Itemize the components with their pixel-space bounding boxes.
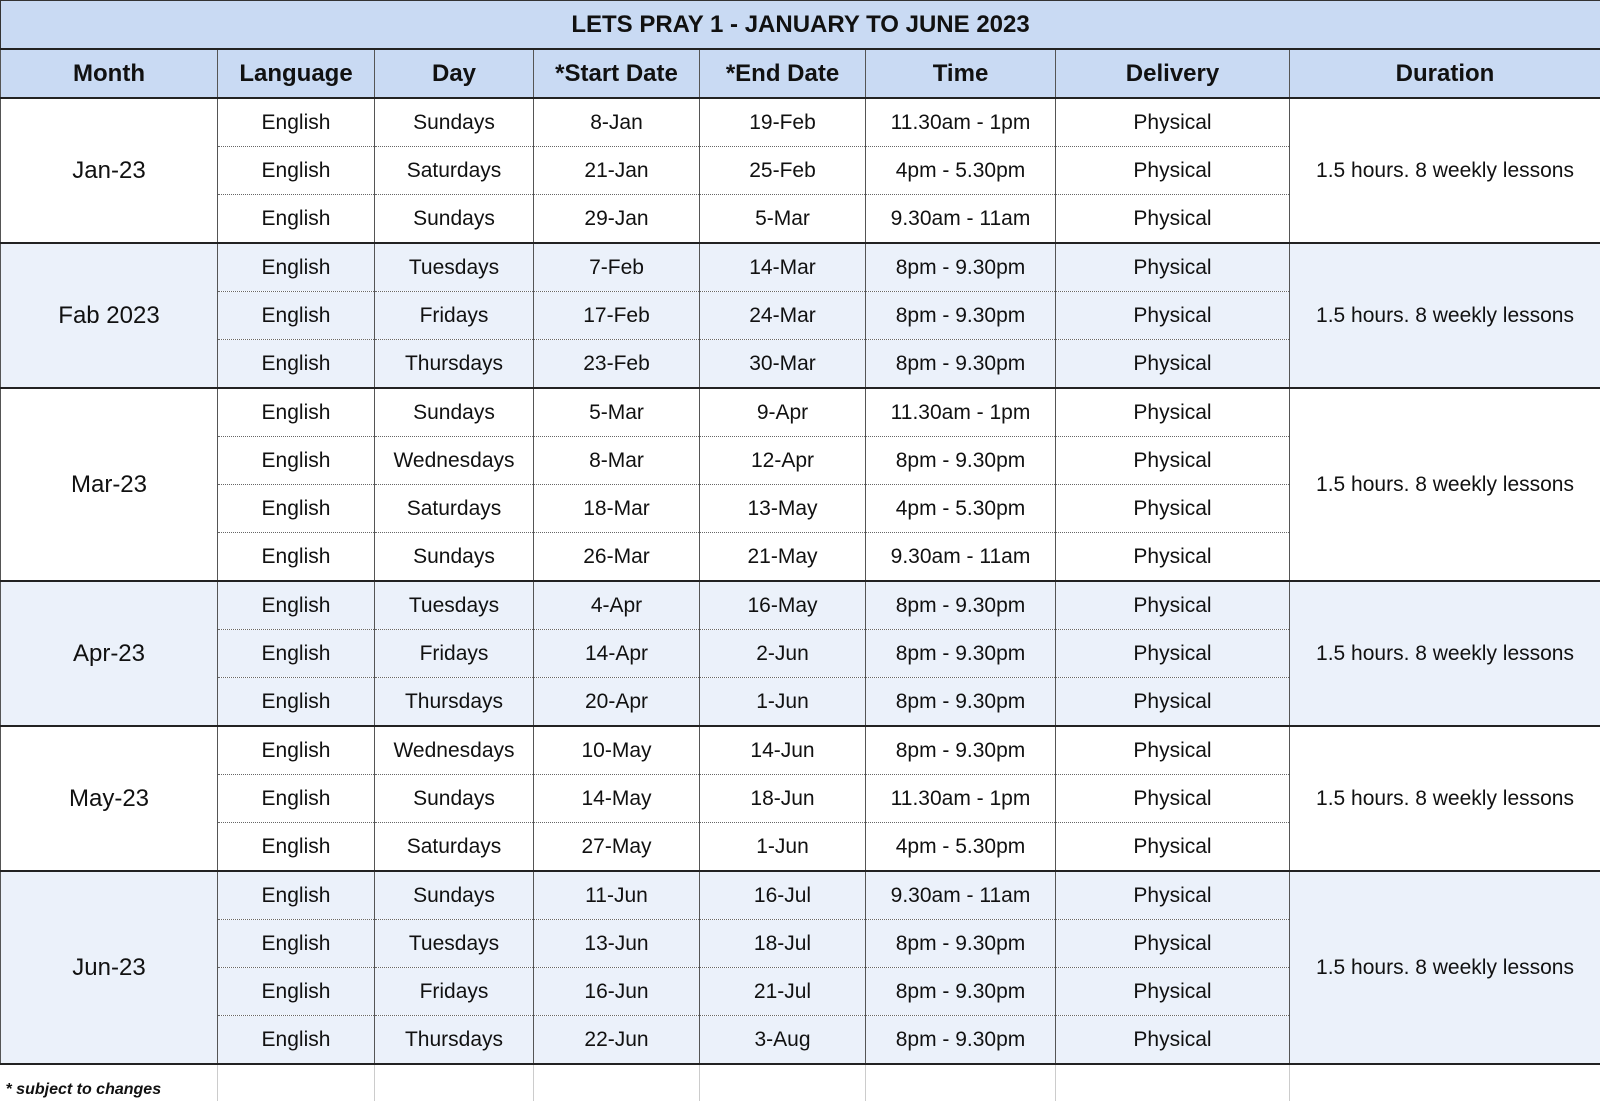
cell-time: 4pm - 5.30pm: [866, 823, 1056, 872]
cell-time: 11.30am - 1pm: [866, 388, 1056, 437]
cell-end-date: 16-May: [700, 581, 866, 630]
cell-start-date: 14-Apr: [534, 630, 700, 678]
cell-time: 8pm - 9.30pm: [866, 581, 1056, 630]
cell-end-date: 13-May: [700, 485, 866, 533]
empty-cell: [1290, 1064, 1600, 1101]
cell-duration: 1.5 hours. 8 weekly lessons: [1290, 871, 1600, 1064]
cell-day: Sundays: [375, 775, 534, 823]
cell-day: Saturdays: [375, 823, 534, 872]
cell-end-date: 24-Mar: [700, 292, 866, 340]
column-header-end-date: *End Date: [700, 49, 866, 98]
cell-delivery: Physical: [1056, 437, 1290, 485]
cell-time: 8pm - 9.30pm: [866, 243, 1056, 292]
cell-delivery: Physical: [1056, 340, 1290, 389]
table-row: [1, 98, 1600, 147]
cell-language: English: [218, 920, 375, 968]
cell-start-date: 13-Jun: [534, 920, 700, 968]
cell-day: Sundays: [375, 195, 534, 244]
cell-language: English: [218, 388, 375, 437]
cell-time: 11.30am - 1pm: [866, 98, 1056, 147]
cell-language: English: [218, 98, 375, 147]
cell-delivery: Physical: [1056, 630, 1290, 678]
cell-start-date: 22-Jun: [534, 1016, 700, 1065]
cell-time: 9.30am - 11am: [866, 195, 1056, 244]
cell-language: English: [218, 437, 375, 485]
cell-day: Wednesdays: [375, 437, 534, 485]
cell-month: Mar-23: [1, 388, 218, 581]
cell-language: English: [218, 823, 375, 872]
cell-day: Sundays: [375, 388, 534, 437]
cell-duration: 1.5 hours. 8 weekly lessons: [1290, 388, 1600, 581]
cell-day: Sundays: [375, 871, 534, 920]
cell-time: 4pm - 5.30pm: [866, 147, 1056, 195]
cell-delivery: Physical: [1056, 147, 1290, 195]
cell-end-date: 9-Apr: [700, 388, 866, 437]
cell-end-date: 1-Jun: [700, 678, 866, 727]
cell-delivery: Physical: [1056, 485, 1290, 533]
cell-end-date: 1-Jun: [700, 823, 866, 872]
cell-day: Tuesdays: [375, 581, 534, 630]
table-row: [1, 243, 1600, 292]
cell-language: English: [218, 581, 375, 630]
cell-day: Wednesdays: [375, 726, 534, 775]
cell-start-date: 17-Feb: [534, 292, 700, 340]
cell-end-date: 30-Mar: [700, 340, 866, 389]
cell-time: 4pm - 5.30pm: [866, 485, 1056, 533]
page-title: LETS PRAY 1 - JANUARY TO JUNE 2023: [1, 1, 1600, 50]
cell-end-date: 3-Aug: [700, 1016, 866, 1065]
cell-day: Sundays: [375, 98, 534, 147]
cell-delivery: Physical: [1056, 533, 1290, 582]
cell-start-date: 18-Mar: [534, 485, 700, 533]
cell-day: Fridays: [375, 292, 534, 340]
cell-start-date: 10-May: [534, 726, 700, 775]
schedule-body: [1, 98, 1600, 1064]
cell-end-date: 14-Mar: [700, 243, 866, 292]
cell-delivery: Physical: [1056, 678, 1290, 727]
table-row: [1, 871, 1600, 920]
table-row: [1, 388, 1600, 437]
cell-time: 8pm - 9.30pm: [866, 726, 1056, 775]
cell-delivery: Physical: [1056, 98, 1290, 147]
cell-day: Thursdays: [375, 678, 534, 727]
cell-start-date: 14-May: [534, 775, 700, 823]
cell-language: English: [218, 292, 375, 340]
column-header-delivery: Delivery: [1056, 49, 1290, 98]
cell-start-date: 27-May: [534, 823, 700, 872]
cell-language: English: [218, 968, 375, 1016]
column-header-month: Month: [1, 49, 218, 98]
cell-month: Fab 2023: [1, 243, 218, 388]
cell-end-date: 21-Jul: [700, 968, 866, 1016]
cell-language: English: [218, 485, 375, 533]
cell-start-date: 7-Feb: [534, 243, 700, 292]
cell-language: English: [218, 726, 375, 775]
column-header-time: Time: [866, 49, 1056, 98]
cell-delivery: Physical: [1056, 823, 1290, 872]
cell-start-date: 8-Jan: [534, 98, 700, 147]
cell-start-date: 5-Mar: [534, 388, 700, 437]
cell-duration: 1.5 hours. 8 weekly lessons: [1290, 98, 1600, 243]
cell-end-date: 12-Apr: [700, 437, 866, 485]
cell-day: Fridays: [375, 630, 534, 678]
column-header-day: Day: [375, 49, 534, 98]
cell-time: 8pm - 9.30pm: [866, 340, 1056, 389]
cell-language: English: [218, 630, 375, 678]
cell-end-date: 16-Jul: [700, 871, 866, 920]
empty-cell: [218, 1064, 375, 1101]
table-row: [1, 726, 1600, 775]
footnote: * subject to changes: [1, 1064, 218, 1101]
cell-day: Thursdays: [375, 340, 534, 389]
cell-month: May-23: [1, 726, 218, 871]
cell-day: Sundays: [375, 533, 534, 582]
cell-start-date: 4-Apr: [534, 581, 700, 630]
cell-time: 11.30am - 1pm: [866, 775, 1056, 823]
cell-start-date: 16-Jun: [534, 968, 700, 1016]
cell-month: Jan-23: [1, 98, 218, 243]
cell-delivery: Physical: [1056, 1016, 1290, 1065]
cell-duration: 1.5 hours. 8 weekly lessons: [1290, 581, 1600, 726]
footnote-row: [1, 1064, 1600, 1101]
cell-language: English: [218, 243, 375, 292]
cell-delivery: Physical: [1056, 726, 1290, 775]
cell-end-date: 2-Jun: [700, 630, 866, 678]
cell-end-date: 14-Jun: [700, 726, 866, 775]
cell-start-date: 29-Jan: [534, 195, 700, 244]
cell-language: English: [218, 533, 375, 582]
cell-language: English: [218, 1016, 375, 1065]
cell-day: Fridays: [375, 968, 534, 1016]
cell-delivery: Physical: [1056, 775, 1290, 823]
cell-language: English: [218, 678, 375, 727]
cell-start-date: 23-Feb: [534, 340, 700, 389]
cell-end-date: 18-Jun: [700, 775, 866, 823]
cell-end-date: 5-Mar: [700, 195, 866, 244]
cell-language: English: [218, 195, 375, 244]
empty-cell: [1056, 1064, 1290, 1101]
cell-time: 8pm - 9.30pm: [866, 920, 1056, 968]
cell-delivery: Physical: [1056, 968, 1290, 1016]
column-header-start-date: *Start Date: [534, 49, 700, 98]
cell-month: Apr-23: [1, 581, 218, 726]
cell-start-date: 11-Jun: [534, 871, 700, 920]
cell-start-date: 20-Apr: [534, 678, 700, 727]
cell-language: English: [218, 147, 375, 195]
cell-day: Saturdays: [375, 485, 534, 533]
cell-start-date: 8-Mar: [534, 437, 700, 485]
cell-time: 8pm - 9.30pm: [866, 678, 1056, 727]
cell-time: 8pm - 9.30pm: [866, 630, 1056, 678]
cell-start-date: 21-Jan: [534, 147, 700, 195]
cell-time: 8pm - 9.30pm: [866, 1016, 1056, 1065]
cell-language: English: [218, 775, 375, 823]
cell-delivery: Physical: [1056, 243, 1290, 292]
cell-delivery: Physical: [1056, 581, 1290, 630]
empty-cell: [700, 1064, 866, 1101]
cell-day: Tuesdays: [375, 243, 534, 292]
cell-end-date: 25-Feb: [700, 147, 866, 195]
column-header-row: [1, 49, 1600, 98]
cell-month: Jun-23: [1, 871, 218, 1064]
cell-time: 9.30am - 11am: [866, 871, 1056, 920]
cell-day: Thursdays: [375, 1016, 534, 1065]
empty-cell: [866, 1064, 1056, 1101]
cell-time: 9.30am - 11am: [866, 533, 1056, 582]
cell-delivery: Physical: [1056, 388, 1290, 437]
cell-end-date: 21-May: [700, 533, 866, 582]
cell-time: 8pm - 9.30pm: [866, 968, 1056, 1016]
column-header-duration: Duration: [1290, 49, 1600, 98]
cell-time: 8pm - 9.30pm: [866, 437, 1056, 485]
cell-end-date: 18-Jul: [700, 920, 866, 968]
cell-language: English: [218, 340, 375, 389]
cell-delivery: Physical: [1056, 920, 1290, 968]
cell-delivery: Physical: [1056, 292, 1290, 340]
empty-cell: [534, 1064, 700, 1101]
cell-delivery: Physical: [1056, 195, 1290, 244]
cell-day: Saturdays: [375, 147, 534, 195]
cell-language: English: [218, 871, 375, 920]
empty-cell: [375, 1064, 534, 1101]
cell-time: 8pm - 9.30pm: [866, 292, 1056, 340]
column-header-language: Language: [218, 49, 375, 98]
cell-start-date: 26-Mar: [534, 533, 700, 582]
cell-delivery: Physical: [1056, 871, 1290, 920]
cell-end-date: 19-Feb: [700, 98, 866, 147]
table-row: [1, 581, 1600, 630]
cell-duration: 1.5 hours. 8 weekly lessons: [1290, 726, 1600, 871]
cell-duration: 1.5 hours. 8 weekly lessons: [1290, 243, 1600, 388]
cell-day: Tuesdays: [375, 920, 534, 968]
